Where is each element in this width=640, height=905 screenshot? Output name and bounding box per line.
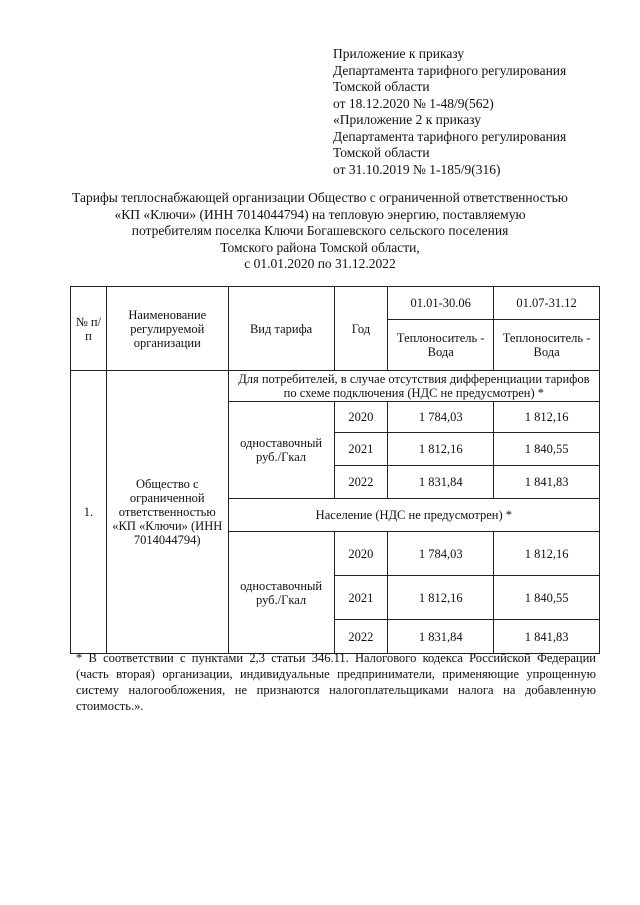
row-number: 1. [71, 371, 107, 654]
header-line: от 18.12.2020 № 1-48/9(562) [333, 95, 494, 111]
header-line: Департамента тарифного регулирования [333, 128, 567, 144]
footnote: * В соответствии с пунктами 2,3 статьи 346.11. Налогового кодекса Российской Федерации (часть вторая) организации, индивидуальные предприниматели, применяющие упрощенную систему налогообложения, не признаются налогоплательщиками налога на добавленную стоимость.». [76, 651, 596, 713]
section-title: Население (НДС не предусмотрен) * [228, 499, 599, 532]
year-cell: 2021 [334, 433, 388, 466]
value-cell: 1 784,03 [388, 402, 494, 433]
year-cell: 2020 [334, 532, 388, 576]
header-line: от 31.10.2019 № 1-185/9(316) [333, 161, 501, 177]
value-cell: 1 840,55 [494, 433, 600, 466]
header-tariff-type: Вид тарифа [228, 287, 334, 371]
year-cell: 2021 [334, 576, 388, 620]
header-line: Томской области [333, 145, 430, 160]
header-line: Томской области [333, 79, 430, 94]
tariff-type-cell: одноставочный руб./Гкал [228, 402, 334, 499]
value-cell: 1 831,84 [388, 620, 494, 654]
tariff-type-cell: одноставочный руб./Гкал [228, 532, 334, 654]
tariff-table [70, 286, 600, 654]
header-num: № п/п [71, 287, 107, 371]
header-organization: Наименование регулируемой организации [106, 287, 228, 371]
header-line: Департамента тарифного регулирования [333, 62, 567, 78]
order-reference-block [333, 46, 623, 178]
title-line: Томского района Томской области, [220, 239, 420, 255]
header-period-2: 01.07-31.12 [494, 287, 600, 320]
value-cell: 1 841,83 [494, 466, 600, 499]
value-cell: 1 840,55 [494, 576, 600, 620]
value-cell: 1 831,84 [388, 466, 494, 499]
header-period-1: 01.01-30.06 [388, 287, 494, 320]
title-line: «КП «Ключи» (ИНН 7014044794) на тепловую энергию, поставляемую [114, 206, 526, 222]
header-line: Приложение к приказу [333, 46, 465, 61]
header-medium-1: Теплоноситель - Вода [388, 320, 494, 371]
title-line: потребителям поселка Ключи Богашевского сельского поселения [131, 223, 509, 238]
year-cell: 2022 [334, 466, 388, 499]
header-medium-2: Теплоноситель - Вода [494, 320, 600, 371]
value-cell: 1 841,83 [494, 620, 600, 654]
value-cell: 1 812,16 [388, 433, 494, 466]
document-title [40, 190, 600, 273]
year-cell: 2020 [334, 402, 388, 433]
table-header-row [71, 287, 600, 320]
section-title: Для потребителей, в случае отсутствия дифференциации тарифов по схеме подключения (НДС не предусмотрен) * [228, 371, 599, 402]
title-line: с 01.01.2020 по 31.12.2022 [244, 256, 396, 271]
header-year: Год [334, 287, 388, 371]
organization-name: Общество с ограниченной ответственностью «КП «Ключи» (ИНН 7014044794) [106, 371, 228, 654]
title-line: Тарифы теплоснабжающей организации Общество с ограниченной ответственностью [72, 190, 568, 205]
value-cell: 1 812,16 [494, 402, 600, 433]
value-cell: 1 812,16 [494, 532, 600, 576]
section-title-row [71, 371, 600, 402]
year-cell: 2022 [334, 620, 388, 654]
value-cell: 1 812,16 [388, 576, 494, 620]
header-line: «Приложение 2 к приказу [333, 112, 481, 127]
value-cell: 1 784,03 [388, 532, 494, 576]
